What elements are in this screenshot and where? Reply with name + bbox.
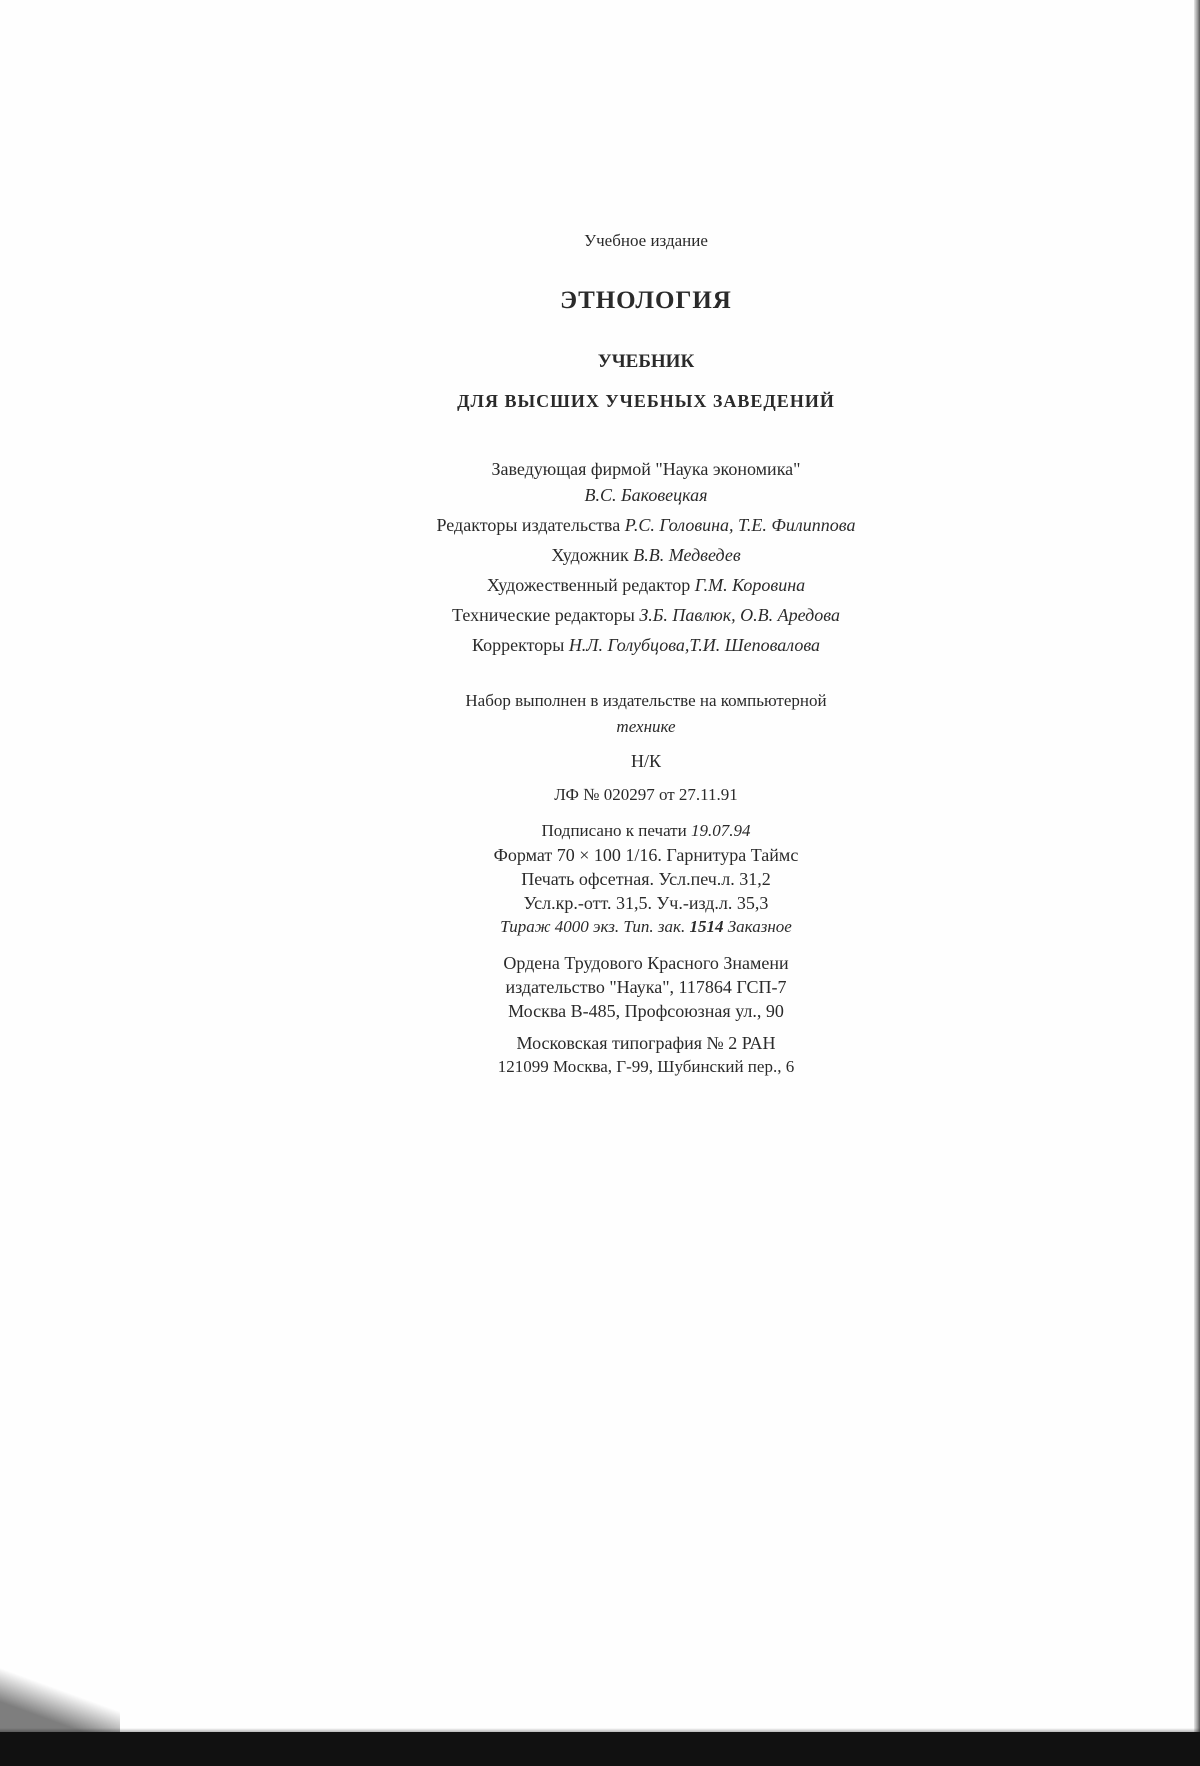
typeset-line-1: Набор выполнен в издательстве на компьютерной [465,691,827,710]
publisher-line-1: Ордена Трудового Красного Знамени [503,953,789,973]
scan-bottom-edge [0,1732,1200,1766]
publisher-line-2: издательство "Наука", 117864 ГСП-7 [505,977,787,997]
art-editor-name: Г.М. Коровина [694,575,806,595]
format-line: Формат 70 × 100 1/16. Гарнитура Таймс [493,845,799,865]
scan-right-edge [1194,0,1200,1766]
printer-line-1: Московская типография № 2 РАН [516,1033,776,1053]
book-subtitle: УЧЕБНИК [597,351,695,372]
tech-editors-names: З.Б. Павлюк, О.В. Аредова [639,605,840,625]
typeset-line-2: технике [616,717,676,736]
signed-line [0,822,1200,839]
sheets-line: Усл.кр.-отт. 31,5. Уч.-изд.л. 35,3 [523,893,769,913]
proofreaders-line [0,636,1200,654]
nk-mark: Н/К [630,751,661,771]
edition-type: Учебное издание [584,231,708,250]
tech-editors-line [0,606,1200,624]
print-line: Печать офсетная. Усл.печ.л. 31,2 [521,869,771,889]
order-number: 1514 [689,917,724,936]
firm-head-name: В.С. Баковецкая [584,485,708,505]
signed-date: 19.07.94 [690,821,751,840]
order-type: Заказное [727,917,792,936]
art-editor-line [0,576,1200,594]
proofreaders-names: Н.Л. Голубцова,Т.И. Шеповалова [568,635,821,655]
editors-names: Р.С. Головина, Т.Е. Филиппова [624,515,856,535]
license-line: ЛФ № 020297 от 27.11.91 [554,785,738,804]
proofreaders-label: Корректоры [471,635,565,655]
tech-editors-label: Технические редакторы [452,605,635,625]
editors-label: Редакторы издательства [436,515,621,535]
book-title: ЭТНОЛОГИЯ [560,287,732,314]
book-audience: ДЛЯ ВЫСШИХ УЧЕБНЫХ ЗАВЕДЕНИЙ [457,391,835,411]
artist-label: Художник [551,545,629,565]
printer-line-2: 121099 Москва, Г-99, Шубинский пер., 6 [497,1057,795,1076]
art-editor-label: Художественный редактор [486,575,691,595]
artist-name: В.В. Медведев [633,545,741,565]
firm-head-label: Заведующая фирмой "Наука экономика" [491,459,801,479]
artist-line [0,546,1200,564]
scan-corner-shadow [0,1666,120,1736]
run-text: Тираж 4000 экз. Тип. зак. [500,917,686,936]
editors-line [0,516,1200,534]
signed-label: Подписано к печати [541,821,687,840]
run-line [0,918,1200,935]
publisher-line-3: Москва В-485, Профсоюзная ул., 90 [508,1001,784,1021]
